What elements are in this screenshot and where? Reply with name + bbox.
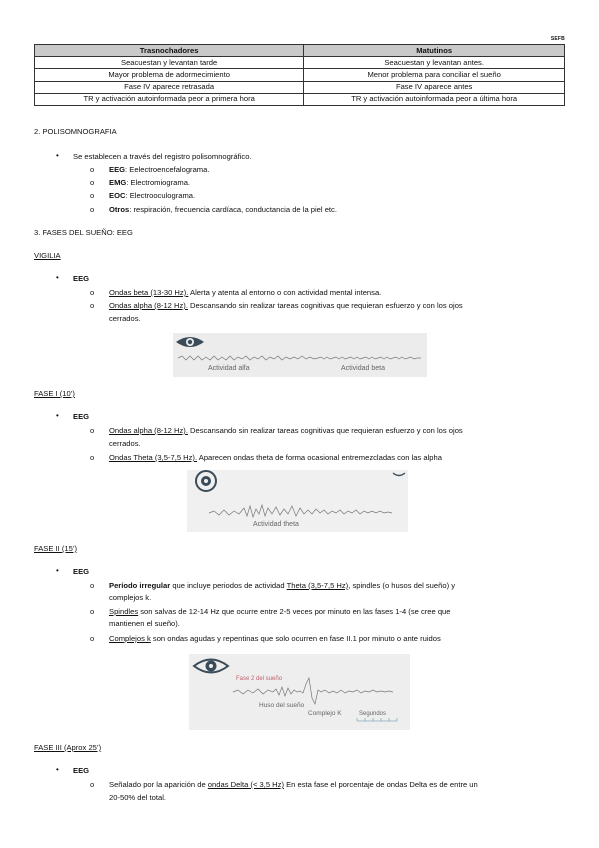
list-item-continuation: mantienen el sueño). bbox=[109, 619, 180, 628]
image-caption: Actividad beta bbox=[341, 365, 385, 372]
section-title: 3. FASES DEL SUEÑO: EEG bbox=[34, 228, 133, 237]
comparison-table bbox=[34, 44, 565, 106]
circle-bullet-icon: o bbox=[90, 288, 95, 297]
eeg-label: EEG bbox=[73, 274, 90, 283]
circle-bullet-icon: o bbox=[90, 178, 95, 187]
table-header: Matutinos bbox=[304, 45, 565, 57]
eeg-alpha-beta-image bbox=[173, 333, 427, 377]
list-item: Ondas beta (13-30 Hz). Alerta y atenta al entorno o con actividad mental intensa. bbox=[109, 288, 382, 297]
image-caption: Segundos bbox=[359, 711, 387, 717]
paragraph: Se establecen a través del registro polisomnográfico. bbox=[73, 152, 252, 161]
table-header-row bbox=[35, 45, 565, 57]
circle-bullet-icon: o bbox=[90, 165, 95, 174]
subheading: FASE I (10’) bbox=[34, 389, 75, 398]
bullet-icon: • bbox=[56, 273, 59, 282]
circle-bullet-icon: o bbox=[90, 634, 95, 643]
circle-bullet-icon: o bbox=[90, 191, 95, 200]
table-row bbox=[35, 93, 565, 105]
list-item: EOC: Electrooculograma. bbox=[109, 191, 196, 200]
table-cell: Fase IV aparece antes bbox=[304, 81, 565, 93]
bullet-icon: • bbox=[56, 411, 59, 420]
list-item: Complejos k son ondas agudas y repentinas que solo ocurren en fase II.1 por minuto o ante ruidos bbox=[109, 634, 441, 643]
list-item: Ondas Theta (3,5-7,5 Hz). Aparecen ondas theta de forma ocasional entremezcladas con las alpha bbox=[109, 453, 442, 462]
list-item-continuation: complejos k. bbox=[109, 593, 152, 602]
list-item: Señalado por la aparición de ondas Delta (< 3,5 Hz) En esta fase el porcentaje de ondas Delta es de entre un bbox=[109, 780, 478, 789]
eeg-label: EEG bbox=[73, 766, 90, 775]
table-cell: Mayor problema de adormecimiento bbox=[35, 69, 304, 81]
list-item: Ondas alpha (8-12 Hz). Descansando sin realizar tareas cognitivas que requieran esfuerzo y con los ojos bbox=[109, 301, 463, 310]
list-item: Ondas alpha (8-12 Hz). Descansando sin realizar tareas cognitivas que requieran esfuerzo y con los ojos bbox=[109, 426, 463, 435]
image-caption: Actividad alfa bbox=[208, 365, 250, 372]
eeg-theta-image bbox=[187, 470, 408, 532]
bullet-icon: • bbox=[56, 151, 59, 160]
bullet-icon: • bbox=[56, 566, 59, 575]
table-row bbox=[35, 69, 565, 81]
image-caption: Complejo K bbox=[308, 710, 342, 717]
subheading: FASE III (Aprox 25’) bbox=[34, 743, 102, 752]
table-cell: Seacuestan y levantan antes. bbox=[304, 57, 565, 69]
table-cell: TR y activación autoinformada peor a primera hora bbox=[35, 93, 304, 105]
table-row bbox=[35, 57, 565, 69]
list-item: EEG: Eelectroencefalograma. bbox=[109, 165, 210, 174]
list-item: Período irregular que incluye periodos de actividad Theta (3,5-7,5 Hz), spindles (o husos del sueño) y bbox=[109, 581, 456, 590]
table-cell: Fase IV aparece retrasada bbox=[35, 81, 304, 93]
corner-tag: SEFB bbox=[550, 36, 565, 42]
subheading: FASE II (15’) bbox=[34, 544, 78, 553]
image-caption: Actividad theta bbox=[253, 521, 299, 528]
eeg-phase2-image bbox=[189, 654, 410, 730]
table-cell: TR y activación autoinformada peor a última hora bbox=[304, 93, 565, 105]
circle-bullet-icon: o bbox=[90, 607, 95, 616]
table-cell: Seacuestan y levantan tarde bbox=[35, 57, 304, 69]
list-item-continuation: 20-50% del total. bbox=[109, 793, 166, 802]
list-item-continuation: cerrados. bbox=[109, 439, 141, 448]
table-cell: Menor problema para conciliar el sueño bbox=[304, 69, 565, 81]
list-item: Spindles son salvas de 12-14 Hz que ocurre entre 2-5 veces por minuto en las fases 1-4 (se cree que bbox=[109, 607, 451, 616]
eeg-waveform bbox=[189, 654, 410, 730]
image-label: Fase 2 del sueño bbox=[236, 676, 283, 682]
subheading: VIGILIA bbox=[34, 251, 61, 260]
circle-bullet-icon: o bbox=[90, 581, 95, 590]
eeg-label: EEG bbox=[73, 412, 90, 421]
list-item: Otros: respiración, frecuencia cardíaca, conductancia de la piel etc. bbox=[109, 205, 337, 214]
eeg-label: EEG bbox=[73, 567, 90, 576]
image-caption: Huso del sueño bbox=[259, 702, 305, 709]
circle-bullet-icon: o bbox=[90, 205, 95, 214]
section-title: 2. POLISOMNOGRAFIA bbox=[34, 127, 117, 136]
table-header: Trasnochadores bbox=[35, 45, 304, 57]
list-item-continuation: cerrados. bbox=[109, 314, 141, 323]
list-item: EMG: Electromiograma. bbox=[109, 178, 191, 187]
circle-bullet-icon: o bbox=[90, 453, 95, 462]
table-row bbox=[35, 81, 565, 93]
circle-bullet-icon: o bbox=[90, 426, 95, 435]
circle-bullet-icon: o bbox=[90, 780, 95, 789]
bullet-icon: • bbox=[56, 765, 59, 774]
circle-bullet-icon: o bbox=[90, 301, 95, 310]
